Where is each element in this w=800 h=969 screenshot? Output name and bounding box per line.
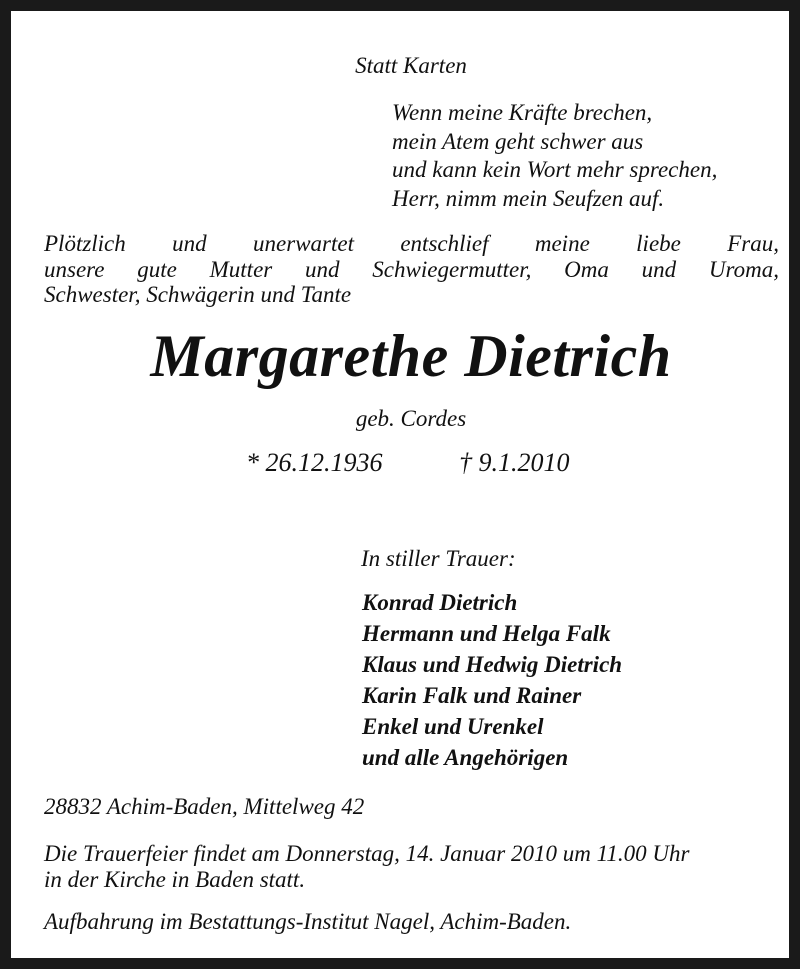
poem-line: Herr, nimm mein Seufzen auf.	[392, 185, 665, 211]
mourner-name: Klaus und Hedwig Dietrich	[362, 652, 623, 677]
poem-verse	[392, 99, 717, 213]
death-date: † 9.1.2010	[459, 448, 570, 477]
mourning-heading: In stiller Trauer:	[361, 546, 516, 571]
poem-line: Wenn meine Kräfte brechen,	[392, 100, 653, 125]
intro-line: Schwester, Schwägerin und Tante	[44, 282, 352, 307]
mourner-name: Enkel und Urenkel	[362, 714, 544, 739]
service-line: Die Trauerfeier findet am Donnerstag, 14. Januar 2010 um 11.00 Uhr	[44, 841, 690, 866]
service-line: in der Kirche in Baden statt.	[44, 866, 306, 892]
intro-text	[44, 231, 779, 308]
deceased-name: Margarethe Dietrich	[150, 323, 672, 389]
address: 28832 Achim-Baden, Mittelweg 42	[44, 794, 365, 819]
intro-line: Plötzlich und unerwartet entschlief meine liebe Frau,	[44, 231, 779, 256]
viewing-info: Aufbahrung im Bestattungs-Institut Nagel, Achim-Baden.	[44, 909, 572, 934]
mourner-name: Konrad Dietrich	[362, 590, 518, 615]
birth-date: * 26.12.1936	[246, 448, 383, 477]
mourner-name: und alle Angehörigen	[362, 745, 569, 770]
mourner-names	[362, 587, 622, 773]
funeral-service-info	[44, 841, 779, 892]
maiden-name: geb. Cordes	[355, 406, 467, 431]
poem-line: und kann kein Wort mehr sprechen,	[392, 157, 718, 182]
mourner-name: Hermann und Helga Falk	[362, 621, 611, 646]
intro-line: unsere gute Mutter und Schwiegermutter, Oma und Uroma,	[44, 256, 779, 282]
poem-line: mein Atem geht schwer aus	[392, 128, 644, 154]
mourner-name: Karin Falk und Rainer	[362, 683, 582, 708]
header-statt-karten: Statt Karten	[355, 53, 467, 78]
